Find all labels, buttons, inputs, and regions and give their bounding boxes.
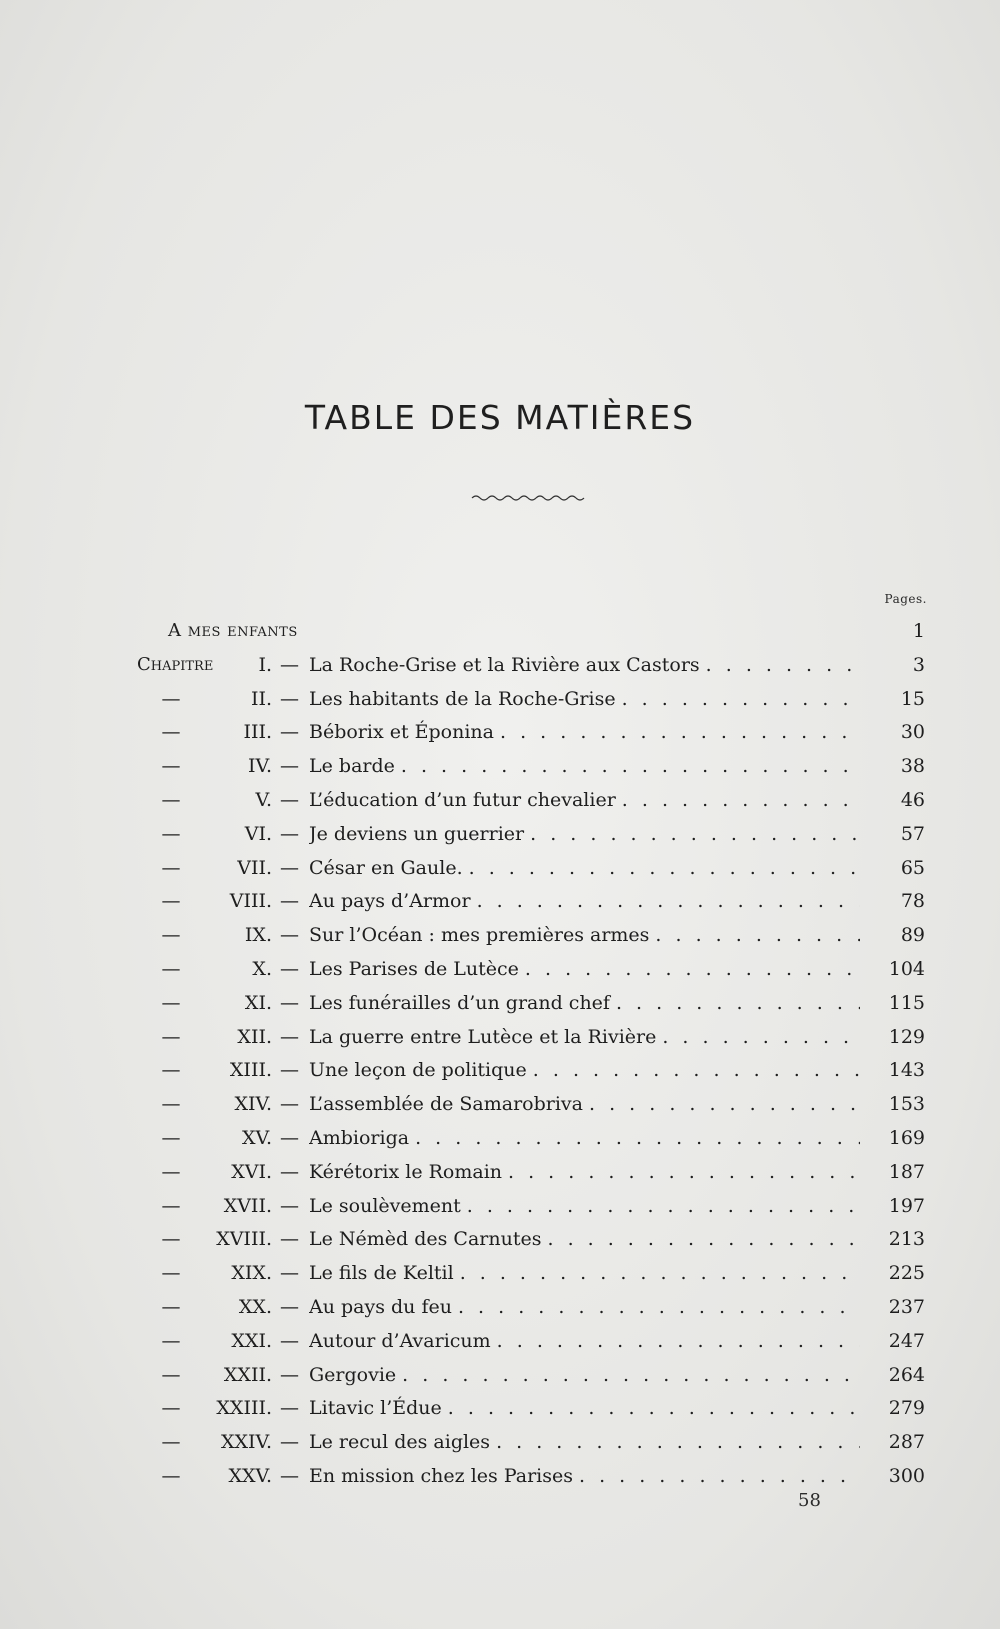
ditto-dash: — [161,1262,181,1285]
toc-row [0,1020,1000,1054]
chapter-number: II. [250,687,272,710]
chapter-number: IV. [248,755,272,778]
page-number: 3 [912,653,925,676]
ditto-dash: — [161,991,181,1014]
chapter-title-text: Le recul des aigles [309,1431,491,1454]
ditto-dash: — [161,958,181,980]
chapter-title-text: La guerre entre Lutèce et la Rivière [309,1025,657,1048]
ditto-dash: — [161,1228,181,1251]
separator-dash: — [280,1093,299,1116]
chapter-title-text: Béborix et Éponina [309,721,494,744]
ditto-dash: — [161,1465,181,1487]
page-number: 115 [888,991,925,1014]
separator-dash: — [280,1025,299,1048]
chapter-title [309,851,860,885]
toc-row [0,1459,1000,1493]
ditto-dash: — [161,856,181,879]
chapter-title [309,682,860,716]
chapter-title-text: Les habitants de la Roche-Grise [309,687,616,710]
chapter-number: XXII. [223,1363,272,1386]
page-number: 287 [888,1431,925,1454]
toc-row [0,1256,1000,1290]
chapter-title [309,817,860,851]
chapter-title-text: Le fils de Keltil [309,1262,454,1285]
page-number: 279 [888,1397,925,1420]
separator-dash: — [280,1431,299,1454]
toc-row [0,918,1000,952]
separator-dash: — [280,1296,299,1318]
chapter-number: III. [243,721,272,744]
chapter-number: XXIII. [216,1397,272,1420]
chapter-number: VI. [244,822,272,845]
ditto-dash: — [161,1431,181,1454]
ditto-dash: — [161,721,181,744]
ditto-dash: — [161,1160,181,1183]
toc-row [0,1358,1000,1392]
page-number: 264 [888,1363,925,1386]
separator-dash: — [280,822,299,845]
separator-dash: — [280,1194,299,1217]
toc-row [0,1324,1000,1358]
chapter-title-text: César en Gaule. [309,856,463,879]
toc-row [0,1391,1000,1425]
ditto-dash: — [161,1093,181,1116]
page-number: 78 [900,890,925,913]
chapter-title [309,783,860,817]
chapter-title-text: Kérétorix le Romain [309,1160,503,1183]
ditto-dash: — [161,890,181,913]
chapter-title [309,1358,860,1392]
chapter-title [309,884,860,918]
chapter-title-text: Je deviens un guerrier [309,822,525,845]
page-number: 213 [888,1228,925,1251]
toc-row [0,1222,1000,1256]
chapter-title [309,1391,860,1425]
separator-dash: — [280,890,299,913]
page-number: 197 [888,1194,925,1217]
front-matter-label: A mes enfants [168,620,298,641]
ditto-dash: — [161,822,181,845]
separator-dash: — [280,1127,299,1149]
chapter-title [309,715,860,749]
toc-row [0,817,1000,851]
chapter-number: VIII. [229,890,272,913]
page-number: 65 [900,856,925,879]
chapter-title [309,1155,860,1189]
ditto-dash: — [161,687,181,710]
page-number: 247 [888,1329,925,1352]
chapter-number: XXV. [228,1465,272,1487]
separator-dash: — [280,1465,299,1487]
chapter-title-text: Le soulèvement [309,1194,461,1217]
chapter-number: X. [252,958,272,980]
page-number: 38 [900,755,925,778]
page-number: 153 [888,1093,925,1116]
chapter-title [309,1053,860,1087]
separator-dash: — [280,958,299,980]
ditto-dash: — [161,1194,181,1217]
toc-row [0,648,1000,682]
page-number: 129 [888,1025,925,1048]
page-number: 143 [888,1059,925,1082]
separator-dash: — [280,653,299,676]
chapter-number: XIII. [229,1059,272,1082]
chapter-title [309,1425,860,1459]
chapter-title-text: Au pays d’Armor [309,890,471,913]
chapter-title-text: Sur l’Océan : mes premières armes [309,924,650,947]
toc-row [0,1425,1000,1459]
chapter-number: V. [255,789,272,811]
ditto-dash: — [161,1329,181,1352]
chapter-number: XXI. [231,1329,272,1352]
toc-row-front-matter [0,614,1000,648]
separator-dash: — [280,687,299,710]
toc-row [0,1087,1000,1121]
separator-dash: — [280,1329,299,1352]
chapter-number: XVII. [223,1194,272,1217]
separator-dash: — [280,755,299,778]
chapter-title-text: Au pays du feu [309,1296,452,1318]
ditto-dash: — [161,755,181,778]
chapter-title-text: L’éducation d’un futur chevalier [309,789,616,811]
chapter-number: XI. [244,991,272,1014]
page-number: 169 [888,1127,925,1149]
chapter-title [309,1222,860,1256]
page-number: 46 [900,789,925,811]
pages-column-label: Pages. [884,592,927,606]
chapter-number: XII. [237,1025,272,1048]
chapter-title [309,952,860,986]
signature-number: 58 [798,1490,821,1511]
separator-dash: — [280,1059,299,1082]
chapter-title-text: Le Némèd des Carnutes [309,1228,542,1251]
toc-row [0,952,1000,986]
ditto-dash: — [161,924,181,947]
chapter-title-text: Une leçon de politique [309,1059,527,1082]
page-number: 30 [900,721,925,744]
page-title: TABLE DES MATIÈRES [304,398,696,437]
toc-row [0,851,1000,885]
chapter-title [309,1324,860,1358]
chapter-title [309,1020,860,1054]
chapter-title-text: Le barde [309,755,395,778]
ditto-dash: — [161,1397,181,1420]
ditto-dash: — [161,1363,181,1386]
page-number: 57 [900,822,925,845]
separator-dash: — [280,1363,299,1386]
page-number: 89 [900,924,925,947]
toc-row [0,715,1000,749]
chapter-number: XX. [238,1296,272,1318]
chapter-title [309,986,860,1020]
toc-row [0,986,1000,1020]
chapter-title [309,749,860,783]
chapter-title-text: La Roche-Grise et la Rivière aux Castors [309,653,700,676]
chapter-number: XVI. [231,1160,272,1183]
page-number: 237 [888,1296,925,1318]
chapter-title [309,918,860,952]
chapter-number: I. [258,653,272,676]
chapter-title-text: Litavic l’Édue [309,1397,442,1420]
chapter-number: VII. [237,856,272,879]
toc-row [0,1121,1000,1155]
chapter-number: XXIV. [221,1431,272,1454]
chapter-number: IX. [244,924,272,947]
chapter-title-text: L’assemblée de Samarobriva [309,1093,583,1116]
toc-row [0,884,1000,918]
toc-row [0,1155,1000,1189]
ditto-dash: — [161,1296,181,1318]
separator-dash: — [280,924,299,947]
chapter-title [309,1459,860,1493]
toc-row [0,1053,1000,1087]
chapter-title-text: En mission chez les Parises [309,1465,573,1487]
chapter-number: XVIII. [216,1228,272,1251]
page-number: 300 [888,1465,925,1487]
toc-row [0,1189,1000,1223]
chapter-title [309,1189,860,1223]
toc-row [0,783,1000,817]
separator-dash: — [280,721,299,744]
separator-dash: — [280,1160,299,1183]
ditto-dash: — [161,1127,181,1149]
page-number: 15 [900,687,925,710]
chapter-number: XIV. [234,1093,272,1116]
chapter-number: XV. [242,1127,272,1149]
chapter-title-text: Ambioriga [309,1127,410,1149]
toc-row [0,682,1000,716]
ditto-dash: — [161,1059,181,1082]
separator-dash: — [280,1262,299,1285]
chapter-title [309,1087,860,1121]
separator-dash: — [280,991,299,1014]
chapter-title-text: Les funérailles d’un grand chef [309,991,610,1014]
separator-dash: — [280,1397,299,1420]
chapter-title [309,1290,860,1324]
separator-dash: — [280,789,299,811]
separator-dash: — [280,856,299,879]
ditto-dash: — [161,1025,181,1048]
chapter-word: Chapitre [137,653,214,675]
chapter-title-text: Les Parises de Lutèce [309,958,519,980]
title-ornament [470,492,588,502]
chapter-number: XIX. [231,1262,272,1285]
page-number: 225 [888,1262,925,1285]
chapter-title [309,648,860,682]
chapter-title-text: Gergovie [309,1363,397,1386]
toc-row [0,749,1000,783]
separator-dash: — [280,1228,299,1251]
page-number: 187 [888,1160,925,1183]
chapter-title-text: Autour d’Avaricum [309,1329,491,1352]
chapter-title [309,1256,860,1290]
ditto-dash: — [161,789,181,811]
chapter-title [309,1121,860,1155]
page-number: 1 [912,620,925,642]
toc-row [0,1290,1000,1324]
page-number: 104 [888,958,925,980]
